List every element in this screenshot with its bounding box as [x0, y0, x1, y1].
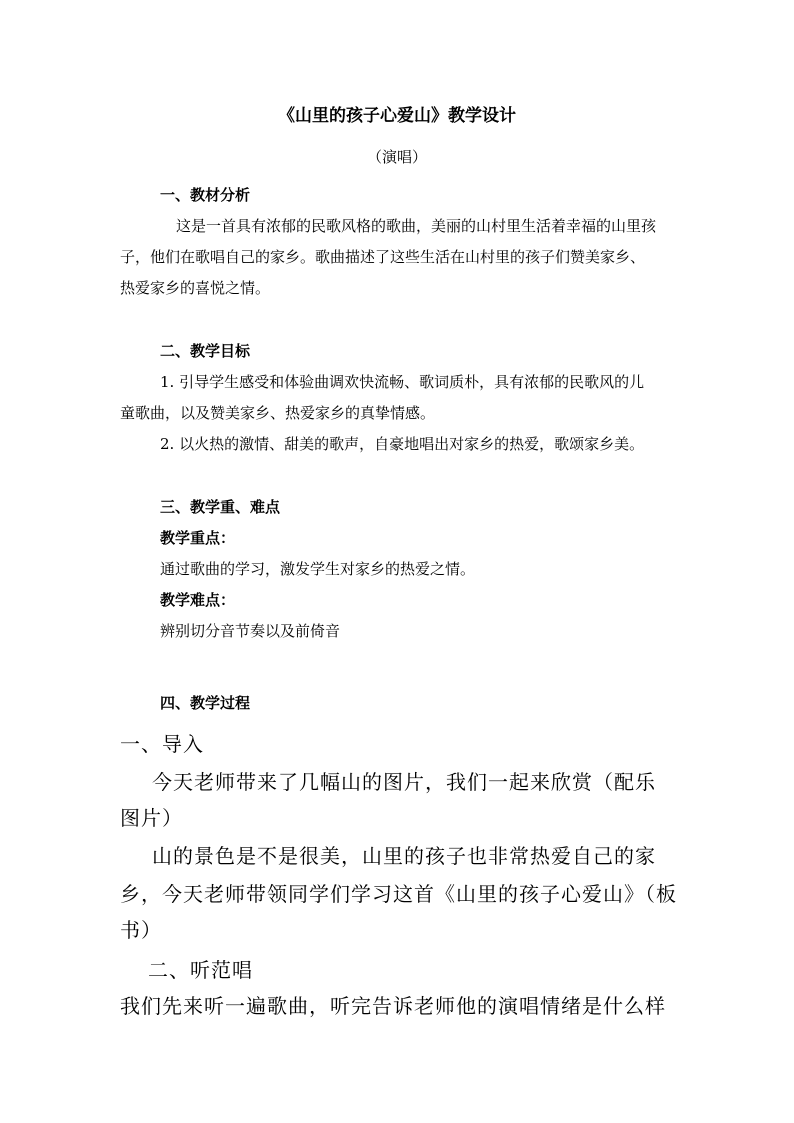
process-part1-line: 山的景色是不是很美，山里的孩子也非常热爱自己的家 [152, 844, 656, 868]
difficult-points-label: 教学难点： [160, 591, 236, 609]
section2-heading: 二、教学目标 [160, 342, 251, 360]
process-part1-line: 书） [120, 918, 162, 942]
process-part2-heading: 二、听范唱 [148, 958, 253, 982]
section3-heading: 三、教学重、难点 [160, 498, 281, 516]
process-part1-line: 今天老师带来了几幅山的图片，我们一起来欣赏（配乐 [152, 770, 656, 794]
section2-line: 2. 以火热的激情、甜美的歌声，自豪地唱出对家乡的热爱，歌颂家乡美。 [160, 435, 645, 453]
difficult-points-text: 辨别切分音节奏以及前倚音 [160, 622, 341, 640]
document-title: 《山里的孩子心爱山》教学设计 [278, 106, 516, 126]
section1-heading: 一、教材分析 [160, 186, 251, 204]
key-points-text: 通过歌曲的学习，激发学生对家乡的热爱之情。 [160, 560, 476, 578]
section1-line: 这是一首具有浓郁的民歌风格的歌曲，美丽的山村里生活着幸福的山里孩 [176, 217, 657, 235]
key-points-label: 教学重点： [160, 529, 236, 547]
section1-line: 子，他们在歌唱自己的家乡。歌曲描述了这些生活在山村里的孩子们赞美家乡、 [120, 248, 646, 266]
section1-line: 热爱家乡的喜悦之情。 [120, 279, 271, 297]
process-part2-line: 我们先来听一遍歌曲，听完告诉老师他的演唱情绪是什么样 [120, 994, 666, 1018]
section4-heading: 四、教学过程 [160, 694, 251, 712]
section2-line: 1. 引导学生感受和体验曲调欢快流畅、歌词质朴，具有浓郁的民歌风的儿 [160, 373, 645, 391]
document-subtitle: （演唱） [366, 148, 427, 166]
section2-line: 童歌曲，以及赞美家乡、热爱家乡的真挚情感。 [120, 404, 436, 422]
process-part1-line: 图片） [120, 806, 183, 830]
process-part1-heading: 一、导入 [120, 732, 204, 756]
process-part1-line: 乡，今天老师带领同学们学习这首《山里的孩子心爱山》（板 [120, 882, 677, 906]
